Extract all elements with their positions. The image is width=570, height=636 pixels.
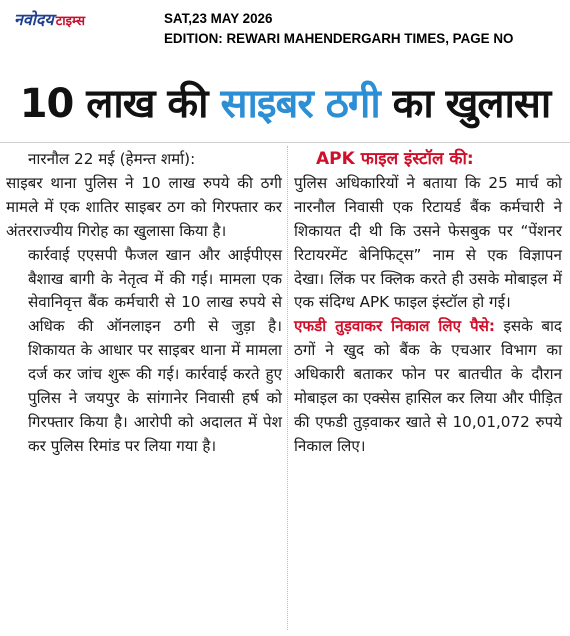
right-paragraph-2: इसके बाद ठगों ने खुद को बैंक के एचआर विभाग का अधिकारी बताकर फोन पर बातचीत के दौरान मोबाइल का एक्सेस हासिल कर लिया और पीड़ित की एफडी तुड़वाकर खाते से 10,01,072 रुपये निकाल लिए। <box>294 317 563 455</box>
newspaper-logo <box>14 8 85 30</box>
headline-highlight: साइबर ठगी <box>220 81 380 127</box>
dateline: नारनौल 22 मई (हेमन्त शर्मा): <box>28 150 196 168</box>
publication-date: SAT,23 MAY 2026 <box>164 11 273 26</box>
subheading-apk: APK फाइल इंस्टॉल की: <box>316 149 474 169</box>
logo-part1: नवोदय <box>14 10 54 29</box>
right-column <box>294 148 562 459</box>
subheading-fd: एफडी तुड़वाकर निकाल लिए पैसे: <box>294 317 495 336</box>
left-paragraph-2: कार्रवाई एएसपी फैजल खान और आईपीएस बैशाख बागी के नेतृत्व में की गई। मामला एक सेवानिवृत्त बैंक कर्मचारी से 10 लाख रुपये से अधिक की ऑनलाइन ठगी से जुड़ा है। शिकायत के आधार पर साइबर थाना में मामला दर्ज कर जांच शुरू की गई। कार्रवाई करते हुए पुलिस ने जयपुर के सांगानेर निवासी हर्ष को गिरफ्तार किया है। आरोपी को अदालत में पेश कर पुलिस रिमांड पर लिया गया है। <box>28 245 282 455</box>
headline-part1: 10 लाख की <box>19 81 208 127</box>
edition-line: EDITION: REWARI MAHENDERGARH TIMES, PAGE NO <box>164 31 514 46</box>
column-divider <box>287 146 288 630</box>
article-headline <box>0 76 570 132</box>
edition-info <box>164 9 513 49</box>
left-column <box>6 148 282 459</box>
masthead <box>0 0 570 58</box>
logo-part2: टाइम्स <box>55 14 86 29</box>
headline-rule <box>0 142 570 143</box>
right-paragraph-1: पुलिस अधिकारियों ने बताया कि 25 मार्च को नारनौल निवासी एक रिटायर्ड बैंक कर्मचारी ने शिकायत दी थी कि उसने फेसबुक पर “पेंशनर रिटायरमेंट बेनिफिट्स” नाम से एक विज्ञापन देखा। लिंक पर क्लिक करते ही उसके मोबाइल में एक संदिग्ध APK फाइल इंस्टॉल हो गई। <box>294 173 562 312</box>
left-paragraph-1: साइबर थाना पुलिस ने 10 लाख रुपये की ठगी मामले में एक शातिर साइबर ठग को गिरफ्तार कर अंतरराज्यीय गिरोह का खुलासा किया है। <box>6 173 282 240</box>
headline-part3: का खुलासा <box>392 81 551 127</box>
